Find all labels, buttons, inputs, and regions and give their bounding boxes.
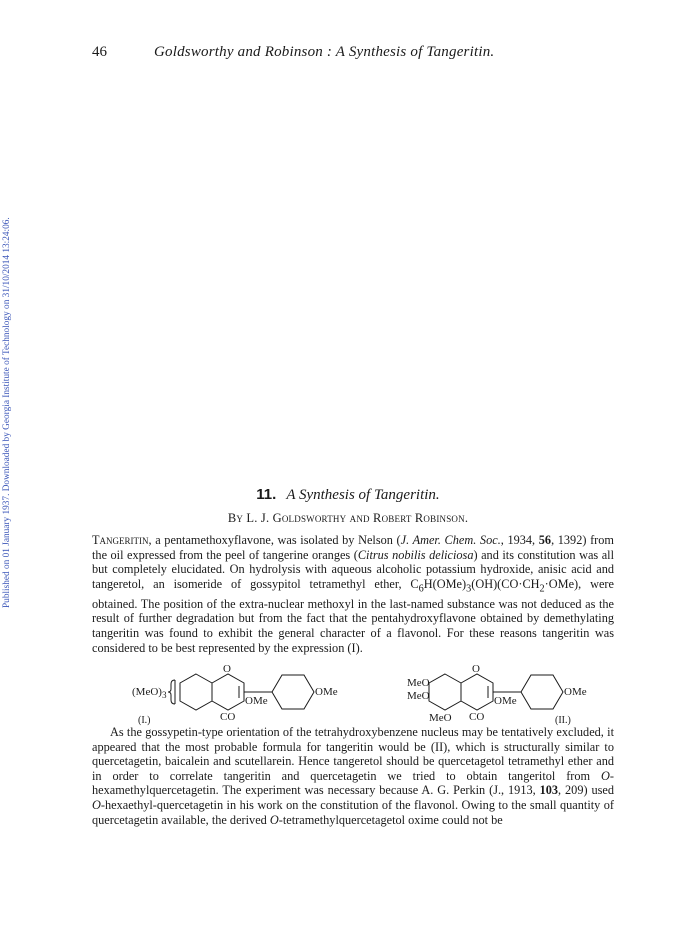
paragraph-intro: Tangeritin, a pentamethoxyflavone, was isolated by Nelson (J. Amer. Chem. Soc., 1934, 56, 1392) from the oil expressed from the peel of tangerine oranges (Citrus nobilis deliciosa) and its constitution was all but completely elucidated. On hydrolysis with aqueous alcoholic potassium hydroxide, anisic acid and tangeretol, an isomeride of gossypitol tetramethyl ether, $C_6H(OMe)_3(OH)(CO\cdot CH_2\cdot OMe)$, were obtained. The position of the extra-nuclear methoxyl in the last-named substance was not deduced as the result of further degradation but from the fact that the pentahydroxyflavone obtained by demethylating tangeritin was found to exhibit the general character of a flavonol. For these reasons tangeritin was considered to be best represented by the expression (I). [92,533,614,655]
structure-figure [92,660,614,726]
running-head [92,44,612,61]
ome-aryl-left: OMe [315,686,338,698]
phenyl-ring-right [521,675,563,709]
byline: By L. J. Goldsworthy and Robert Robinson. [227,511,469,525]
phenyl-ring-left [272,675,314,709]
benzo-ring-left [180,674,212,710]
volume-number: 103 [539,783,559,798]
journal-name: J. Amer. Chem. Soc. [400,533,501,547]
structure-drawing [92,660,614,726]
benzo-ring-right [429,674,461,710]
meo-middle: MeO [407,690,430,702]
meo-top: MeO [407,677,430,689]
article-title: A Synthesis of Tangeritin. [286,487,440,503]
structure-label-two: (II.) [555,715,571,726]
article-heading [0,486,696,504]
ring-oxygen-left: O [223,663,231,675]
paragraph-body: As the gossypetin-type orientation of the tetrahydroxybenzene nucleus may be tentatively excluded, it appeared that the most probable formula for tangeritin would be (II), which is structurally similar to quercetagetin, baicalein and scutellarein. Hence tangeretol should be quercetagetol tetramethyl ether and in order to correlate tangeritin and quercetagetin we tried to obtain tangeritol from O-hexamethylquercetagetin. The experiment was necessary because A. G. Perkin (J., 1913, 103, 209) used O-hexaethyl-quercetagetin in his work on the constitution of the flavonol. Owing to the small quantity of quercetagetin available, the derived O-tetramethylquercetagetol oxime could not be [92,725,614,827]
methoxy-group-label: $(MeO)_3$ [132,686,167,701]
species-name: Citrus nobilis deliciosa [357,547,474,562]
lead-word: Tangeritin [92,533,149,547]
download-note: Published on 01 January 1937. Downloaded by Georgia Institute of Technology on 31/10/2014 13:24:06. [2,217,12,608]
structure-label-one: (I.) [138,715,151,726]
running-title: Goldsworthy and Robinson : A Synthesis of Tangeritin. [154,44,495,60]
ome-aryl-right: OMe [564,686,587,698]
ome-ring-left: OMe [245,695,268,707]
article-number: 11. [256,486,277,503]
volume-number: 56 [538,533,552,547]
meo-bottom: MeO [429,712,452,724]
ome-ring-right: OMe [494,695,517,707]
page-number: 46 [92,44,107,60]
carbonyl-left: CO [220,711,236,723]
ring-oxygen-right: O [472,663,480,675]
carbonyl-right: CO [469,711,485,723]
